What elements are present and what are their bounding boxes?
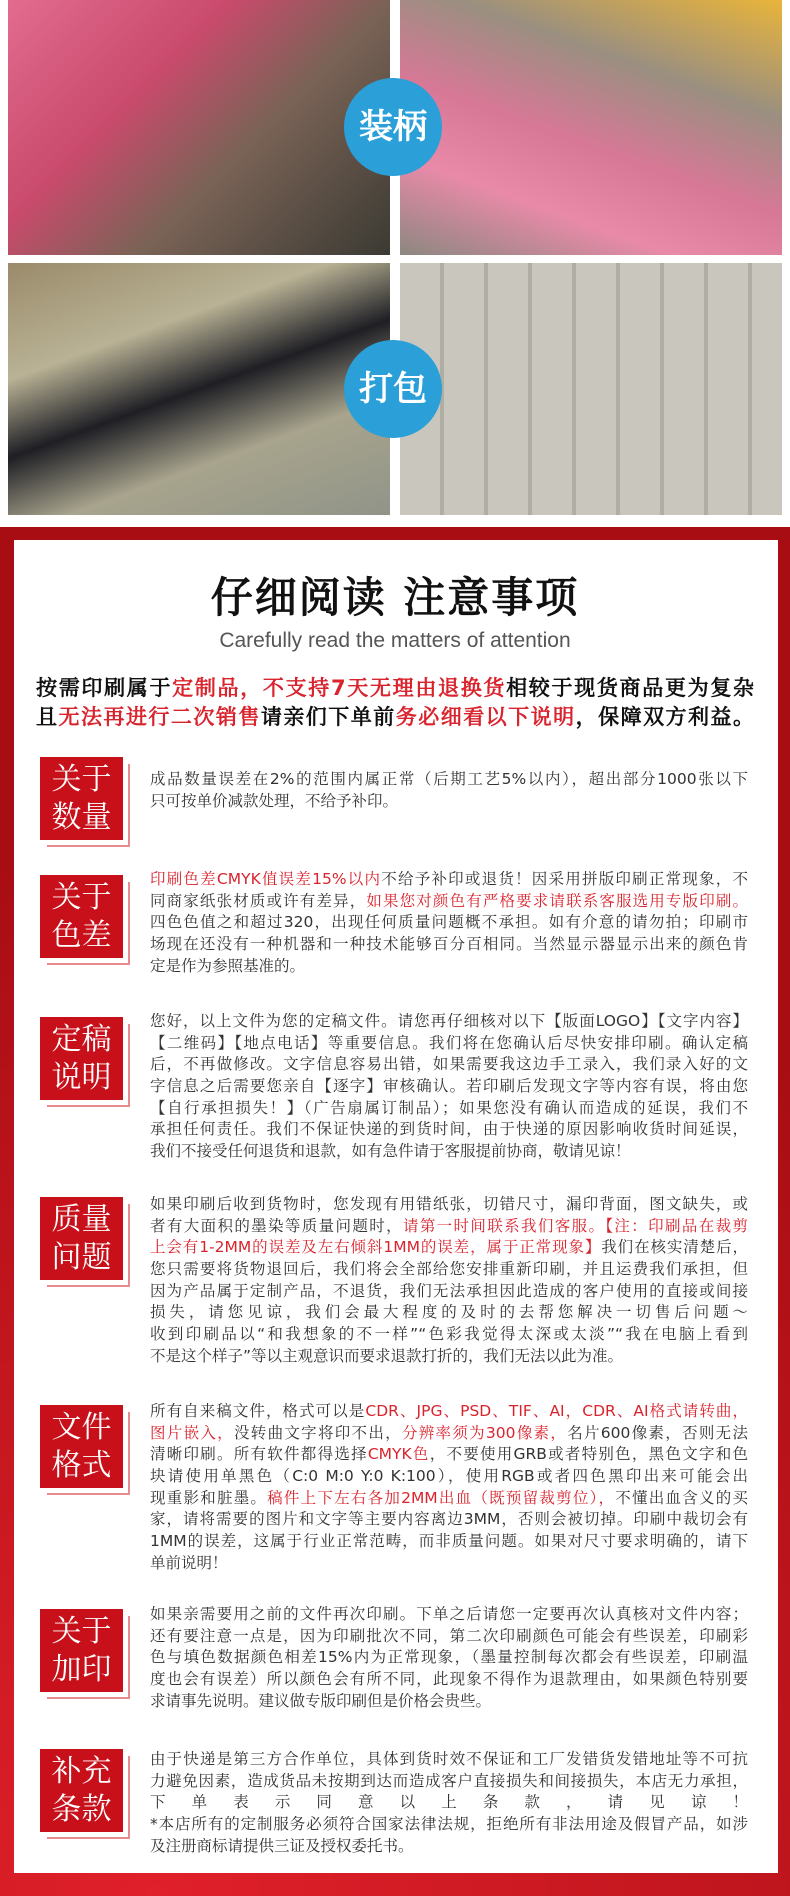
text-segment: 请亲们下单前 [260, 705, 396, 729]
text-line [150, 1647, 748, 1669]
text-line [150, 1444, 748, 1466]
text-line [150, 891, 748, 913]
text-line [150, 934, 748, 956]
text-segment: 损失，请您见谅，我们会最大程度的及时的去帮您解决一切售后问题～ [150, 1303, 748, 1322]
text-segment: 您好，以上文件为您的定稿文件。请您再仔细核对以下【版面LOGO】【文字内容】 [150, 1012, 748, 1030]
section-label-file-format [40, 1405, 123, 1488]
text-segment: 因为产品属于定制产品，不退货，我们无法承担因此造成的客户使用的直接或间接 [150, 1281, 748, 1300]
highlight-text: 如果您对颜色有严格要求请联系客服选用专版印刷。 [366, 891, 748, 910]
text-segment: 【二维码】【地点电话】等重要信息。我们将在您确认后尽快安排印刷。确认定稿 [150, 1033, 748, 1052]
text-segment: 只可按单价减款处理，不给予补印。 [150, 791, 399, 810]
text-line [150, 769, 748, 791]
photo-packing-2 [400, 263, 782, 515]
page-title: 仔细阅读 注意事项 [210, 573, 580, 622]
text-line [150, 1749, 748, 1771]
text-segment: 您只需要将货物退回后，我们将会全部给您安排重新印刷，并且运费我们承担，但 [150, 1260, 748, 1279]
highlight-text: 定制品， [172, 676, 263, 700]
text-line [150, 869, 748, 891]
text-segment: 成品数量误差在2%的范围内属正常（后期工艺5%以内），超出部分1000张以下 [150, 770, 748, 788]
highlight-text: 分辨率须为300像素， [401, 1423, 568, 1442]
text-line [150, 1836, 748, 1858]
text-segment: 所有自来稿文件，格式可以是 [150, 1402, 366, 1420]
label-line: 补充 [51, 1754, 112, 1789]
text-segment: 我们在核实清楚后， [601, 1238, 748, 1257]
text-segment: 度也会有误差）所以颜色会有所不同，此现象不得作为退款理由，如果颜色特别要 [150, 1670, 748, 1689]
label-line: 条款 [51, 1792, 112, 1827]
highlight-text: 印刷色差CMYK值误差15%以内 [150, 870, 382, 888]
text-segment: 如果印刷后收到货物时，您发现有用错纸张，切错尺寸，漏印背面，图文缺失，或 [150, 1195, 748, 1213]
text-segment: 我们不接受任何退货和退款，如有急件请于客服提前协商，敬请见谅！ [150, 1142, 631, 1161]
intro-line [36, 674, 754, 703]
highlight-text: 图片嵌入， [150, 1423, 234, 1442]
text-line [150, 1324, 748, 1346]
text-line [150, 1011, 748, 1033]
text-segment: 色与填色数据颜色相差15%内为正常现象，（墨量控制每次都会有些误差，印刷温 [150, 1648, 748, 1667]
text-line [150, 1119, 748, 1141]
text-segment: 者有大面积的墨染等质量问题时， [150, 1216, 403, 1235]
highlight-text: 稿件上下左右各加2MM出血（既预留裁剪位）， [267, 1488, 616, 1507]
highlight-text: 请第一时间联系我们客服。【注：印刷品在裁剪 [402, 1216, 748, 1235]
label-line: 质量 [51, 1202, 112, 1237]
text-segment: 【自行承担损失！】（广告扇属订制品）；如果您没有确认而造成的延误，我们不 [150, 1098, 748, 1117]
text-segment: 名片600像素，否则无法 [567, 1423, 748, 1442]
text-line [150, 1259, 748, 1281]
text-line [150, 1771, 748, 1793]
text-line [150, 1814, 748, 1836]
section-text-file-format [150, 1401, 748, 1575]
highlight-text: CDR、JPG、PSD、TIF、AI，CDR、AI格式请转曲， [365, 1402, 748, 1420]
text-segment: 单前说明！ [150, 1553, 228, 1572]
text-line [36, 703, 754, 732]
text-line [150, 1054, 748, 1076]
text-segment: 如果亲需要用之前的文件再次印刷。下单之后请您一定要再次认真核对文件内容； [150, 1605, 748, 1623]
label-line: 加印 [51, 1652, 112, 1687]
text-line [150, 1346, 748, 1368]
text-segment: 不是这个样子”等以主观意识而要求退款打折的，我们无法以此为准。 [150, 1346, 624, 1365]
text-line [150, 1792, 748, 1814]
badge-packing: 打包 [344, 340, 442, 438]
section-text-final-draft [150, 1011, 748, 1163]
text-segment: 且 [36, 705, 59, 729]
text-segment: 后，不再做修改。文字信息容易出错，如果需要我这边手工录入，我们录入好的文 [150, 1055, 748, 1074]
highlight-text: 不支持7天无理由退换货 [262, 676, 507, 700]
text-line [150, 1423, 748, 1445]
text-segment: ，保障双方利益。 [575, 705, 755, 729]
text-segment: 下单表示同意以上条款，请见谅！ [150, 1793, 748, 1812]
text-line [150, 791, 748, 813]
photo-attaching-handles-2 [400, 0, 782, 255]
highlight-text: 上会有1-2MM的误差及左右倾斜1MM的误差，属于正常现象】 [150, 1238, 602, 1257]
text-line [150, 956, 748, 978]
section-label-quantity [40, 757, 123, 840]
text-line [150, 1553, 748, 1575]
label-line: 关于 [51, 880, 112, 915]
label-line: 文件 [51, 1410, 112, 1445]
page-subtitle: Carefully read the matters of attention [219, 629, 571, 652]
text-line [150, 1194, 748, 1216]
text-segment: 求请事先说明。建议做专版印刷但是价格会贵些。 [150, 1691, 492, 1710]
text-segment: 收到印刷品以“和我想象的不一样”“色彩我觉得太深或太淡”“我在电脑上看到 [150, 1325, 748, 1344]
label-line: 数量 [51, 800, 112, 835]
label-line: 关于 [51, 762, 112, 797]
highlight-text: CMYK色 [367, 1445, 430, 1464]
photo-packing-1 [8, 263, 390, 515]
text-line [150, 1401, 748, 1423]
text-segment: 同商家纸张材质或许有差异， [150, 891, 367, 910]
section-text-reprint [150, 1604, 748, 1712]
text-line [150, 1691, 748, 1713]
label-line: 格式 [51, 1448, 112, 1483]
section-label-supplementary-terms [40, 1749, 123, 1832]
text-line [150, 1237, 748, 1259]
text-line [150, 1488, 748, 1510]
text-segment: 没转曲文字将印不出， [233, 1423, 402, 1442]
section-label-quality-issues [40, 1197, 123, 1280]
label-line: 问题 [51, 1240, 112, 1275]
text-line [150, 1076, 748, 1098]
text-segment: 场现在还没有一种机器和一种技术能够百分百相同。当然显示器显示出来的颜色肯 [150, 935, 748, 954]
text-segment: 四色色值之和超过320，出现任何质量问题概不承担。如有介意的请勿拍；印刷市 [150, 913, 748, 932]
label-line: 色差 [51, 918, 112, 953]
text-segment: 清晰印刷。所有软件都得选择 [150, 1445, 368, 1464]
text-line [150, 912, 748, 934]
text-segment: *本店所有的定制服务必须符合国家法律法规，拒绝所有非法用途及假冒产品，如涉 [150, 1815, 748, 1834]
highlight-text: 务必细看以下说明 [395, 705, 576, 729]
section-label-color-difference [40, 875, 123, 958]
text-segment: 现重影和脏墨。 [150, 1488, 268, 1507]
text-segment: 字信息之后需要您亲自【逐字】审核确认。若印刷后发现文字等内容有误，将由您 [150, 1077, 748, 1096]
text-segment: 力避免因素，造成货品未按期到达而造成客户直接损失和间接损失，本店无力承担， [150, 1771, 748, 1790]
section-text-quantity [150, 769, 748, 812]
text-segment: 不给予补印或退货！因采用拼版印刷正常现象，不 [381, 870, 748, 888]
text-segment: 不懂出血含义的买 [615, 1488, 748, 1507]
text-line [150, 1466, 748, 1488]
highlight-text: 无法再进行二次销售 [58, 705, 261, 729]
text-segment: 承担任何责任。我们不保证快递的到货时间，由于快递的原因影响收货时间延误， [150, 1120, 748, 1139]
text-line [150, 1302, 748, 1324]
text-line [150, 1216, 748, 1238]
text-segment: 1MM的误差，这属于行业正常范畴，而非质量问题。如果对尺寸要求明确的，请下 [150, 1532, 748, 1551]
text-line [150, 1098, 748, 1120]
text-line [150, 1669, 748, 1691]
section-text-quality-issues [150, 1194, 748, 1368]
text-line [150, 1281, 748, 1303]
label-line: 说明 [51, 1060, 112, 1095]
text-line [150, 1033, 748, 1055]
text-line [150, 1531, 748, 1553]
section-text-supplementary-terms [150, 1749, 748, 1857]
section-text-color-difference [150, 869, 748, 977]
intro-line [36, 703, 754, 732]
text-segment: ，不要使用GRB或者特别色，黑色文字和色 [429, 1445, 748, 1464]
section-label-final-draft [40, 1017, 123, 1100]
text-line [36, 674, 754, 703]
text-segment: 相较于现货商品更为复杂 [506, 676, 755, 700]
text-segment: 及注册商标请提供三证及授权委托书。 [150, 1836, 414, 1855]
text-segment: 还有要注意一点是，因为印刷批次不同，第二次印刷颜色可能会有些误差，印刷彩 [150, 1626, 748, 1645]
section-label-reprint [40, 1609, 123, 1692]
text-segment: 块请使用单黑色（C:0 M:0 Y:0 K:100），使用RGB或者四色黑印出来可能会出 [150, 1467, 748, 1486]
text-segment: 按需印刷属于 [36, 676, 173, 700]
text-line [150, 1141, 748, 1163]
label-line: 定稿 [51, 1022, 112, 1057]
text-line [150, 1604, 748, 1626]
photo-attaching-handles-1 [8, 0, 390, 255]
badge-attach-handle: 装柄 [344, 78, 442, 176]
text-segment: 家，请将需要的图片和文字等主要内容离边3MM，否则会被切掉。印刷中裁切会有 [150, 1510, 748, 1529]
text-line [150, 1509, 748, 1531]
label-line: 关于 [51, 1614, 112, 1649]
text-segment: 由于快递是第三方合作单位，具体到货时效不保证和工厂发错货发错地址等不可抗 [150, 1750, 748, 1768]
text-line [150, 1626, 748, 1648]
text-segment: 定是作为参照基准的。 [150, 956, 306, 975]
